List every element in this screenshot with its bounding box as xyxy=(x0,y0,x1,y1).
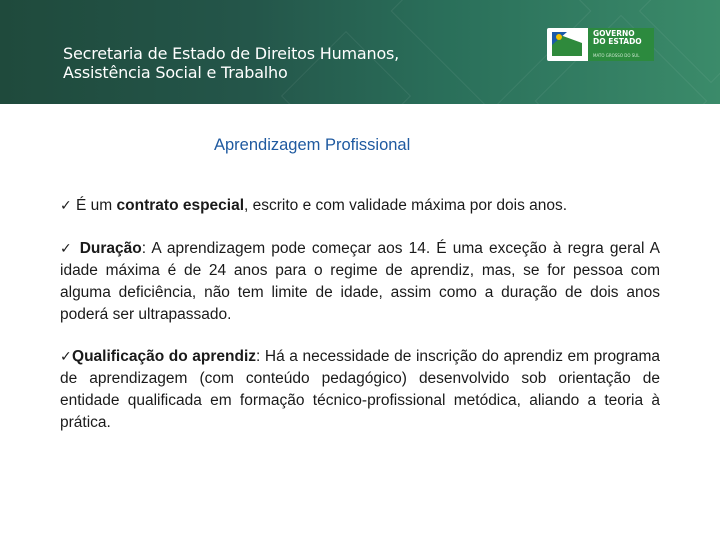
logo-subtitle: MATO GROSSO DO SUL xyxy=(593,53,640,58)
logo-line1: GOVERNO xyxy=(593,29,635,38)
list-item xyxy=(60,238,660,326)
state-flag-icon xyxy=(551,31,583,57)
check-icon: ✓ xyxy=(60,349,73,365)
org-name-line1: Secretaria de Estado de Direitos Humanos, xyxy=(63,44,400,63)
item-text-bold: Duração xyxy=(79,240,142,257)
slide-title: Aprendizagem Profissional xyxy=(214,136,411,154)
item-text-rest: , escrito e com validade máxima por dois anos. xyxy=(244,197,568,214)
logo-line2: DO ESTADO xyxy=(593,37,642,46)
item-text-rest: : Há a necessidade de inscrição do aprendiz em programa de aprendizagem (com conteúdo pedagógico) desenvolvido sob orientação de entidade qualificada em formação técnico-profissional metódica, aliando a teoria à prática. xyxy=(60,348,660,431)
item-text-pre: É um xyxy=(71,197,117,214)
item-text-rest: : A aprendizagem pode começar aos 14. É uma exceção à regra geral A idade máxima é de 24 anos para o regime de aprendiz, mas, se for pessoa com alguma deficiência, não tem limite de idade, assim como a duração de dois anos poderá ser ultrapassado. xyxy=(60,240,661,323)
org-name xyxy=(63,44,399,82)
list-item xyxy=(60,195,660,217)
item-text-bold: Qualificação do aprendiz xyxy=(72,348,257,365)
check-icon: ✓ xyxy=(60,241,74,257)
org-name-line2: Assistência Social e Trabalho xyxy=(63,63,288,82)
list-item xyxy=(60,346,660,434)
check-icon: ✓ xyxy=(60,198,72,214)
item-text-bold: contrato especial xyxy=(116,197,245,214)
logo-text xyxy=(593,30,642,46)
